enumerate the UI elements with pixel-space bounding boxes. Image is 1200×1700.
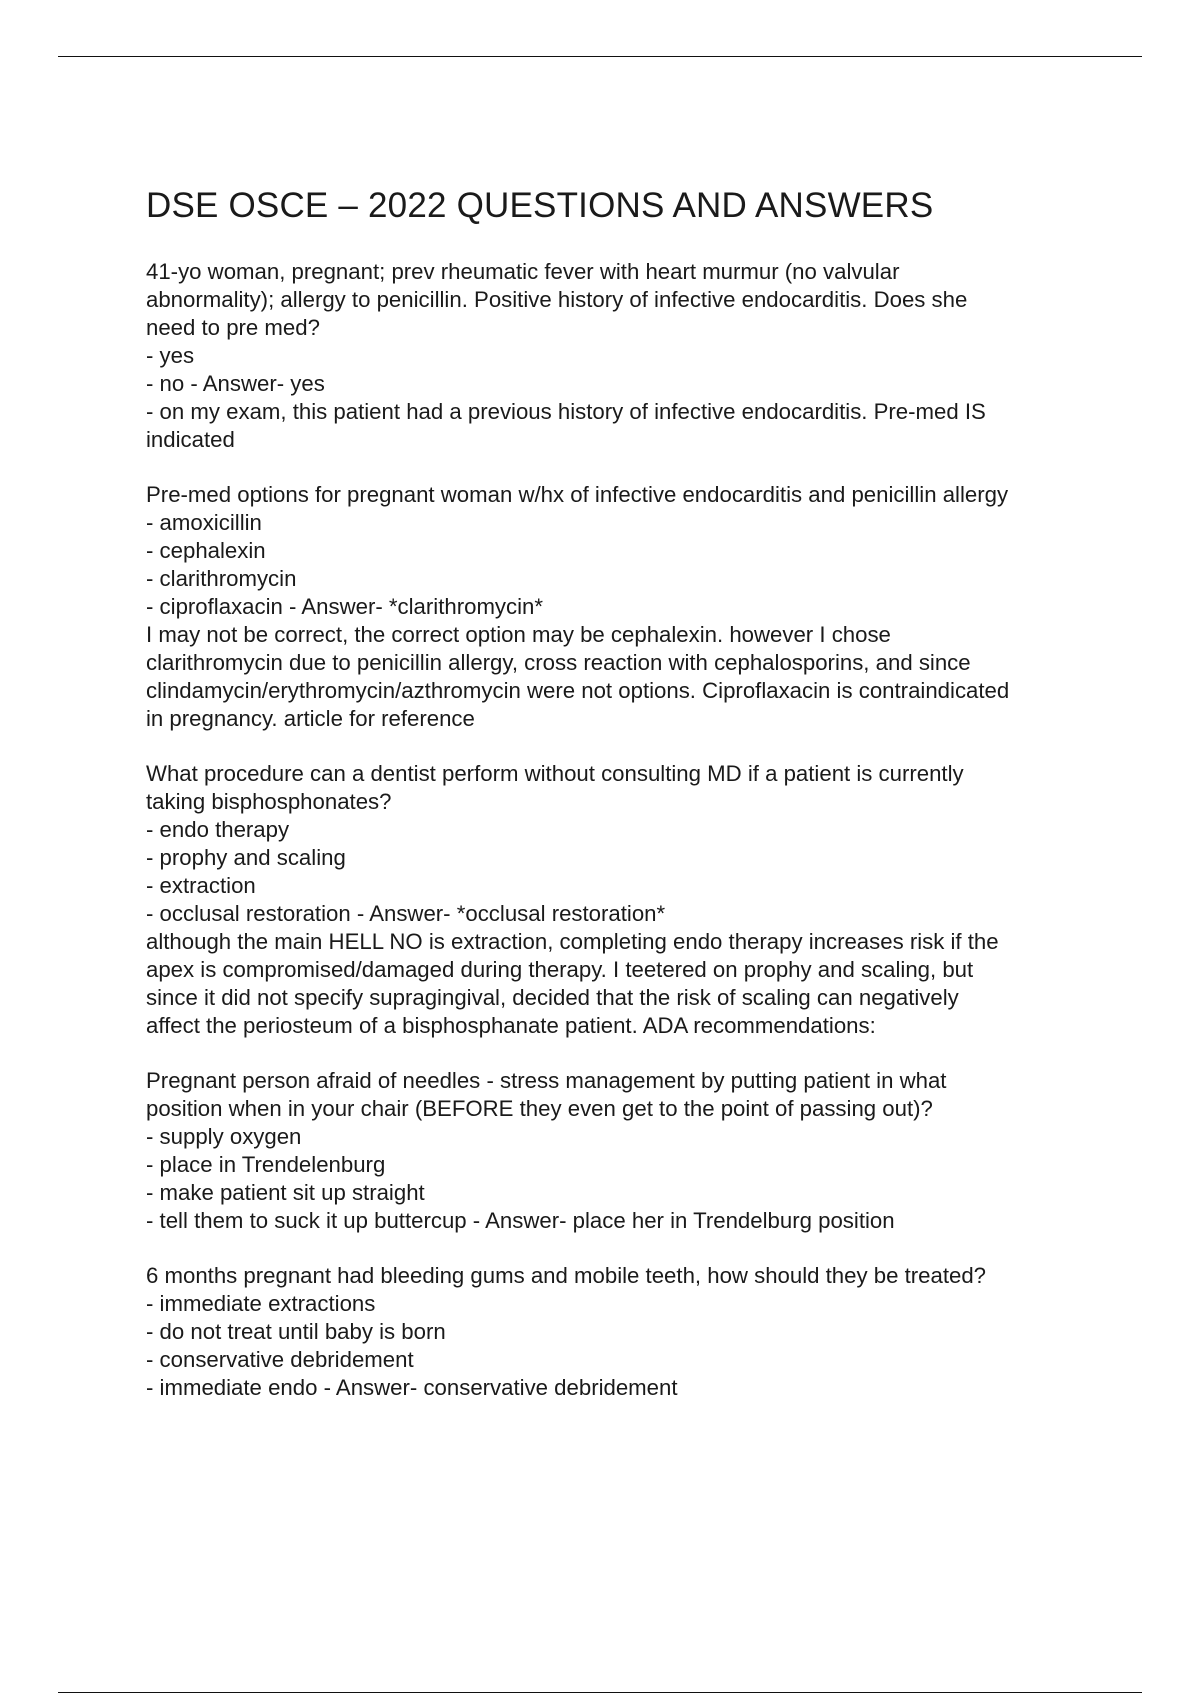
qa-block-3 (146, 760, 1126, 1040)
answer-line: - tell them to suck it up buttercup - Answer- place her in Trendelburg position (146, 1208, 895, 1233)
explanation-line: apex is compromised/damaged during therapy. I teetered on prophy and scaling, but (146, 957, 974, 982)
qa-block-5 (146, 1262, 1126, 1402)
question-line: 6 months pregnant had bleeding gums and mobile teeth, how should they be treated? (146, 1263, 987, 1288)
question-line: Pre-med options for pregnant woman w/hx of infective endocarditis and penicillin allergy (146, 482, 1009, 507)
answer-line: - immediate endo - Answer- conservative debridement (146, 1375, 678, 1400)
explanation-line: clindamycin/erythromycin/azthromycin were not options. Ciproflaxacin is contraindicated (146, 678, 1010, 703)
qa-block-1 (146, 258, 1126, 454)
option-line: - yes (146, 343, 195, 368)
page-top-rule (58, 56, 1142, 57)
answer-line: - no - Answer- yes (146, 371, 325, 396)
explanation-line: I may not be correct, the correct option may be cephalexin. however I chose (146, 622, 891, 647)
question-line: What procedure can a dentist perform without consulting MD if a patient is currently (146, 761, 964, 786)
explanation-line: indicated (146, 427, 235, 452)
option-line: - immediate extractions (146, 1291, 376, 1316)
option-line: - place in Trendelenburg (146, 1152, 386, 1177)
option-line: - amoxicillin (146, 510, 262, 535)
question-line: position when in your chair (BEFORE they even get to the point of passing out)? (146, 1096, 933, 1121)
option-line: - supply oxygen (146, 1124, 302, 1149)
question-line: Pregnant person afraid of needles - stress management by putting patient in what (146, 1068, 947, 1093)
document-body (146, 184, 1126, 1429)
question-line: need to pre med? (146, 315, 320, 340)
explanation-line: since it did not specify supragingival, decided that the risk of scaling can negatively (146, 985, 959, 1010)
option-line: - clarithromycin (146, 566, 297, 591)
option-line: - prophy and scaling (146, 845, 346, 870)
document-title: DSE OSCE – 2022 QUESTIONS AND ANSWERS (146, 186, 934, 225)
answer-line: - ciproflaxacin - Answer- *clarithromycin* (146, 594, 544, 619)
qa-block-4 (146, 1067, 1126, 1235)
explanation-line: in pregnancy. article for reference (146, 706, 475, 731)
option-line: - extraction (146, 873, 256, 898)
option-line: - cephalexin (146, 538, 266, 563)
explanation-line: affect the periosteum of a bisphosphanate patient. ADA recommendations: (146, 1013, 876, 1038)
option-line: - make patient sit up straight (146, 1180, 425, 1205)
page-bottom-rule (58, 1692, 1142, 1693)
explanation-line: - on my exam, this patient had a previous history of infective endocarditis. Pre-med IS (146, 399, 986, 424)
explanation-line: although the main HELL NO is extraction, completing endo therapy increases risk if the (146, 929, 999, 954)
option-line: - conservative debridement (146, 1347, 414, 1372)
explanation-line: clarithromycin due to penicillin allergy, cross reaction with cephalosporins, and since (146, 650, 971, 675)
qa-block-2 (146, 481, 1126, 733)
question-line: taking bisphosphonates? (146, 789, 392, 814)
option-line: - do not treat until baby is born (146, 1319, 446, 1344)
answer-line: - occlusal restoration - Answer- *occlusal restoration* (146, 901, 666, 926)
question-line: abnormality); allergy to penicillin. Positive history of infective endocarditis. Does she (146, 287, 968, 312)
question-line: 41-yo woman, pregnant; prev rheumatic fever with heart murmur (no valvular (146, 259, 900, 284)
option-line: - endo therapy (146, 817, 290, 842)
